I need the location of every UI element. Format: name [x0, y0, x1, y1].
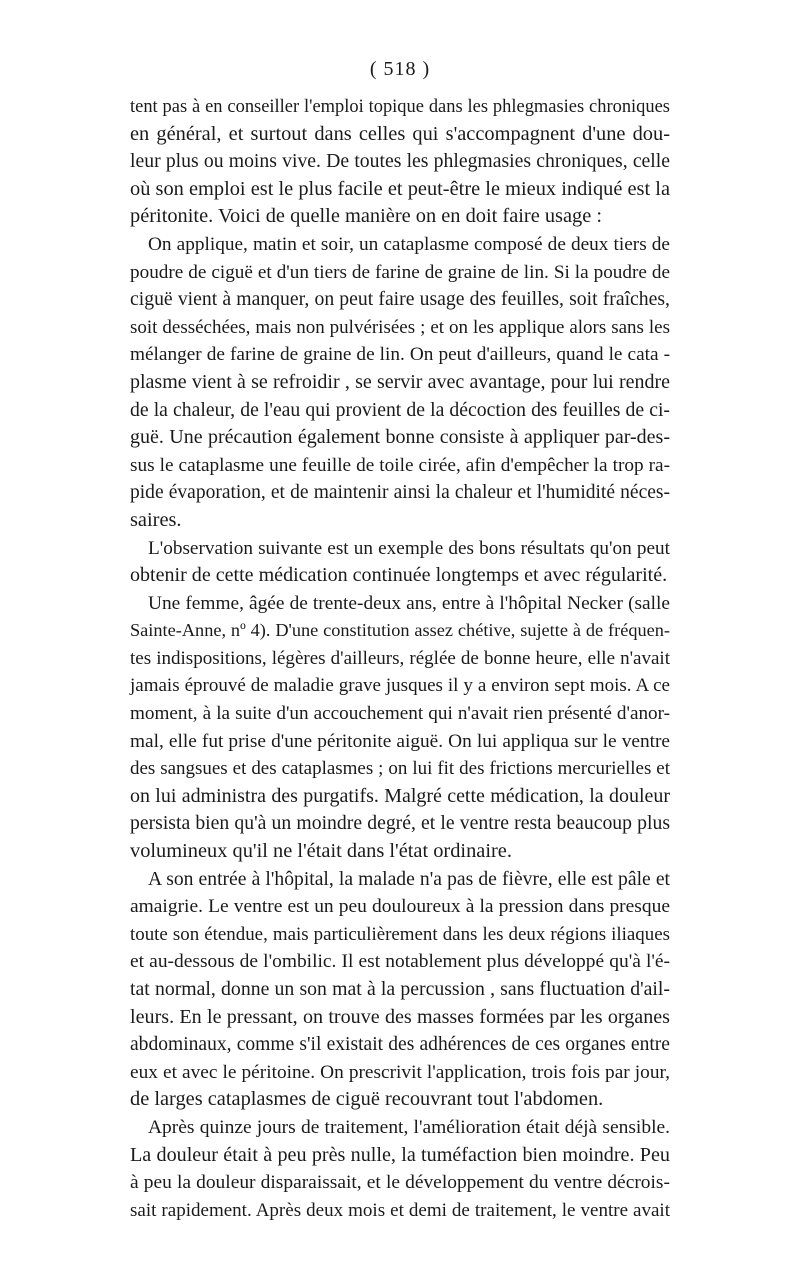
text-line: tent pas à en conseiller l'emploi topique dans les phlegmasies chroniques — [130, 96, 670, 116]
page-number: ( 518 ) — [369, 58, 431, 80]
text-line: moment, à la suite d'un accouchement qui n'avait rien présenté d'anor- — [130, 703, 670, 725]
text-line: sus le cataplasme une feuille de toile cirée, afin d'empêcher la trop ra- — [130, 454, 670, 476]
text-line: Une femme, âgée de trente-deux ans, entre à l'hôpital Necker (salle — [148, 592, 670, 614]
text-line: tes indispositions, légères d'ailleurs, réglée de bonne heure, elle n'avait — [130, 647, 670, 669]
text-line: plasme vient à se refroidir , se servir avec avantage, pour lui rendre — [130, 370, 670, 393]
text-line: sait rapidement. Après deux mois et demi de traitement, le ventre avait — [130, 1199, 670, 1221]
text-line: à peu la douleur disparaissait, et le développement du ventre décrois- — [130, 1172, 670, 1194]
text-line: guë. Une précaution également bonne consiste à appliquer par-des- — [130, 426, 670, 449]
text-line: persista bien qu'à un moindre degré, et le ventre resta beaucoup plus — [130, 812, 670, 835]
text-line: abdominaux, comme s'il existait des adhérences de ces organes entre — [130, 1034, 670, 1056]
text-line: des sangsues et des cataplasmes ; on lui fit des frictions mercurielles et — [130, 758, 670, 780]
text-line: de larges cataplasmes de ciguë recouvrant tout l'abdomen. — [130, 1088, 604, 1111]
text-line: péritonite. Voici de quelle manière on en doit faire usage : — [130, 205, 603, 228]
text-line: en général, et surtout dans celles qui s'accompagnent d'une dou- — [130, 122, 670, 145]
text-line: obtenir de cette médication continuée longtemps et avec régularité. — [130, 564, 668, 587]
text-line: Après quinze jours de traitement, l'amélioration était déjà sensible. — [148, 1116, 670, 1138]
text-line: L'observation suivante est un exemple des bons résultats qu'on peut — [148, 537, 670, 559]
text-line: Sainte-Anne, nº 4). D'une constitution assez chétive, sujette à de fréquen- — [130, 620, 670, 641]
text-line: mal, elle fut prise d'une péritonite aiguë. On lui appliqua sur le ventre — [130, 730, 670, 752]
body-text — [130, 93, 670, 1224]
text-line: leur plus ou moins vive. De toutes les phlegmasies chroniques, celle — [130, 150, 670, 173]
text-line: mélanger de farine de graine de lin. On peut d'ailleurs, quand le cata - — [130, 344, 670, 366]
text-line: de la chaleur, de l'eau qui provient de la décoction des feuilles de ci- — [130, 398, 670, 421]
text-line: poudre de ciguë et d'un tiers de farine de graine de lin. Si la poudre de — [130, 261, 670, 283]
text-line: volumineux qu'il ne l'était dans l'état ordinaire. — [130, 840, 512, 863]
text-line: toute son étendue, mais particulièrement dans les deux régions iliaques — [130, 923, 670, 945]
text-line: eux et avec le péritoine. On prescrivit l'application, trois fois par jour, — [130, 1061, 670, 1083]
text-line: on lui administra des purgatifs. Malgré cette médication, la douleur — [130, 784, 670, 807]
text-line: A son entrée à l'hôpital, la malade n'a pas de fièvre, elle est pâle et — [148, 868, 670, 890]
text-line: On applique, matin et soir, un cataplasme composé de deux tiers de — [148, 233, 670, 255]
text-line: et au-dessous de l'ombilic. Il est notablement plus développé qu'à l'é- — [130, 951, 670, 973]
text-line: amaigrie. Le ventre est un peu douloureux à la pression dans presque — [130, 896, 670, 918]
text-line: leurs. En le pressant, on trouve des masses formées par les organes — [130, 1005, 670, 1028]
text-line: soit desséchées, mais non pulvérisées ; et on les applique alors sans les — [130, 316, 670, 338]
text-line: La douleur était à peu près nulle, la tuméfaction bien moindre. Peu — [130, 1143, 670, 1166]
text-line: jamais éprouvé de maladie grave jusques il y a environ sept mois. A ce — [130, 675, 670, 697]
text-line: pide évaporation, et de maintenir ainsi la chaleur et l'humidité néces- — [130, 482, 670, 504]
text-line: saires. — [130, 508, 182, 531]
text-line: ciguë vient à manquer, on peut faire usage des feuilles, soit fraîches, — [130, 288, 670, 311]
text-line: tat normal, donne un son mat à la percussion , sans fluctuation d'ail- — [130, 978, 670, 1000]
text-line: où son emploi est le plus facile et peut-être le mieux indiqué est la — [130, 177, 670, 200]
